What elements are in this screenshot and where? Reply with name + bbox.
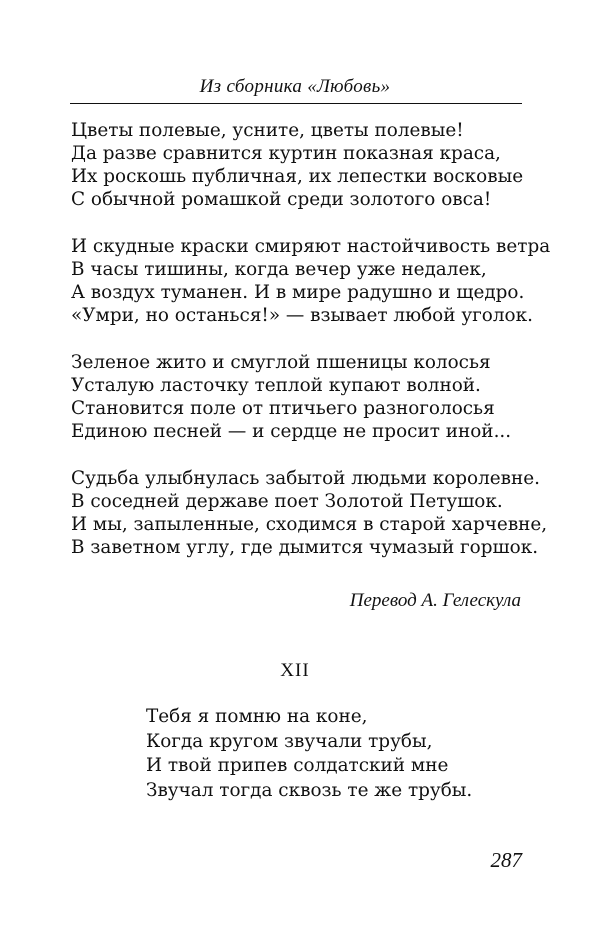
poem-line: И скудные краски смиряют настойчивость ветра <box>71 236 551 257</box>
poem-line: И твой припев солдатский мне <box>146 755 449 776</box>
poem-line: И мы, запыленные, сходимся в старой харчевне, <box>71 514 548 535</box>
poem-line: Становится поле от птичьего разноголосья <box>71 398 495 419</box>
page-number: 287 <box>490 848 522 872</box>
stanza-1 <box>71 119 531 211</box>
poem-line: В заветном углу, где дымится чумазый горшок. <box>71 537 539 558</box>
poem-line: «Умри, но останься!» — взывает любой уголок. <box>71 305 533 326</box>
stanza-2 <box>71 235 551 327</box>
poem-line: Тебя я помню на коне, <box>146 706 368 727</box>
poem-line: Судьба улыбнулась забытой людьми королевне. <box>71 468 541 489</box>
poem-line: Их роскошь публичная, их лепестки восковые <box>71 166 524 187</box>
poem-line: В часы тишины, когда вечер уже недалек, <box>71 259 487 280</box>
running-head: Из сборника «Любовь» <box>199 76 391 97</box>
header-rule <box>70 103 522 104</box>
poem-line: Усталую ласточку теплой купают волной. <box>71 375 481 396</box>
poem-line: С обычной ромашкой среди золотого овса! <box>71 189 492 210</box>
stanza-3 <box>71 351 531 443</box>
poem-line: Когда кругом звучали трубы, <box>146 730 433 752</box>
poem-line: Звучал тогда сквозь те же трубы. <box>146 779 473 801</box>
poem-line: А воздух туманен. И в мире радушно и щедро. <box>71 282 525 303</box>
poem-line: В соседней державе поет Золотой Петушок. <box>71 491 503 512</box>
stanza-4 <box>71 467 548 559</box>
poem-body <box>71 119 551 559</box>
poem-line: Зеленое жито и смуглой пшеницы колосья <box>71 352 491 373</box>
poem-line: Да разве сравнится куртин показная краса, <box>71 143 501 164</box>
section-poem <box>146 705 506 803</box>
poem-line: Цветы полевые, усните, цветы полевые! <box>71 120 464 141</box>
translator-credit: Перевод А. Гелескула <box>349 590 521 611</box>
poem-line: Единою песней — и сердце не просит иной... <box>71 421 512 442</box>
section-number: XII <box>280 660 310 681</box>
